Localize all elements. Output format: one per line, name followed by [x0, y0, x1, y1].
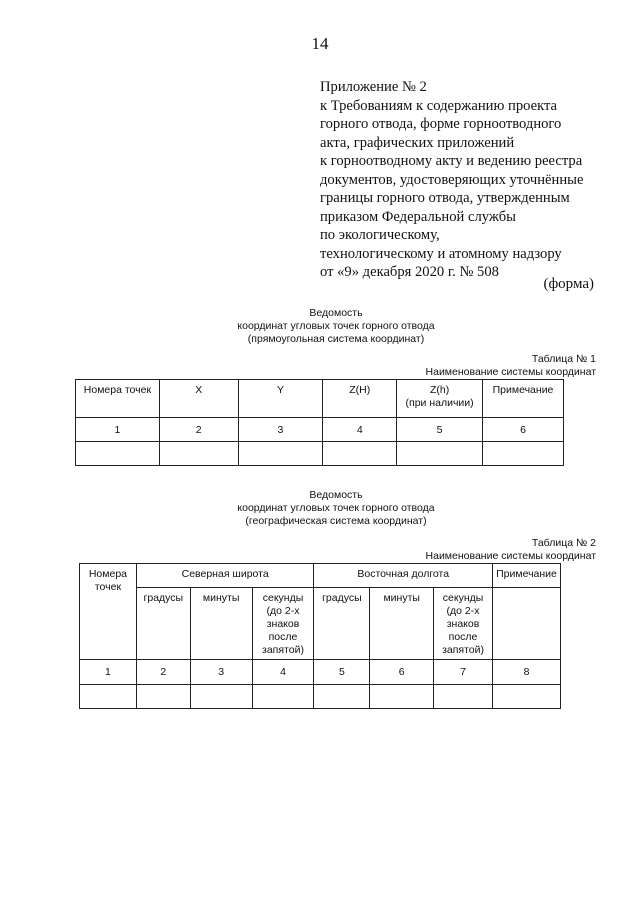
table2-col-number: 3 — [190, 660, 252, 685]
appendix-line: акта, графических приложений — [320, 134, 515, 151]
appendix-line: Приложение № 2 — [320, 79, 427, 95]
table2-title — [0, 489, 640, 528]
table2-title-line: Ведомость — [309, 489, 363, 501]
table2-header-note-blank — [493, 588, 561, 660]
table1-empty-cell — [397, 442, 483, 466]
table2-col-number: 2 — [136, 660, 190, 685]
table1-empty-cell — [159, 442, 238, 466]
table1-col-number: 5 — [397, 418, 483, 442]
table2-header-lat-seconds — [252, 588, 314, 660]
table2-caption-block — [426, 537, 596, 563]
table2-title-line: (географическая система координат) — [245, 515, 427, 527]
table2-col-number: 4 — [252, 660, 314, 685]
table2-empty-cell — [434, 685, 493, 709]
table1-header-zh-note: (при наличии) — [405, 397, 474, 409]
appendix-line: технологическому и атомному надзору — [320, 245, 562, 262]
appendix-line: к Требованиям к содержанию проекта — [320, 97, 557, 114]
page-number: 14 — [311, 34, 329, 53]
table1-header-zh-optional — [397, 380, 483, 418]
appendix-line: от «9» декабря 2020 г. № 508 — [320, 264, 499, 280]
table1-title — [0, 307, 640, 346]
table1-col-number: 1 — [76, 418, 160, 442]
table1-header-points: Номера точек — [76, 380, 160, 418]
table2-header-points — [80, 564, 137, 660]
table2-header-lon-seconds — [434, 588, 493, 660]
table1-caption-block — [426, 353, 596, 379]
appendix-line: горного отвода, форме горноотводного — [320, 116, 562, 132]
table1-col-number: 2 — [159, 418, 238, 442]
table1 — [75, 379, 564, 466]
table1-col-number: 6 — [483, 418, 564, 442]
table1-caption: Таблица № 1 — [531, 353, 596, 365]
table1-header-zh: Z(H) — [323, 380, 397, 418]
table2-empty-cell — [314, 685, 370, 709]
appendix-line: к горноотводному акту и ведению реестра — [320, 153, 583, 169]
table2-empty-cell — [80, 685, 137, 709]
table2-header-lat-seconds-text: секунды (до 2-х знаков после запятой) — [262, 592, 304, 656]
table1-header-zh-small: Z(h) — [429, 384, 450, 396]
table2-caption: Таблица № 2 — [531, 537, 596, 549]
table2 — [79, 563, 561, 709]
table2-empty-cell — [190, 685, 252, 709]
table1-col-number: 4 — [323, 418, 397, 442]
form-label: (форма) — [543, 276, 594, 292]
table2-empty-cell — [370, 685, 434, 709]
appendix-line: документов, удостоверяющих уточнённые — [320, 171, 584, 188]
table1-system-label: Наименование системы координат — [425, 366, 596, 378]
table1-title-line: Ведомость — [309, 307, 363, 319]
table2-header-lat-degrees: градусы — [136, 588, 190, 660]
table2-col-number: 8 — [493, 660, 561, 685]
table1-header-y: Y — [238, 380, 323, 418]
table2-empty-cell — [252, 685, 314, 709]
table1-empty-cell — [76, 442, 160, 466]
table1-title-line: координат угловых точек горного отвода — [237, 320, 435, 332]
table1-header-x: X — [159, 380, 238, 418]
table2-system-label: Наименование системы координат — [425, 550, 596, 562]
table2-header-lon-minutes: минуты — [370, 588, 434, 660]
appendix-line: границы горного отвода, утвержденным — [320, 190, 570, 206]
appendix-heading — [320, 78, 583, 282]
table2-header-longitude: Восточная долгота — [314, 564, 493, 588]
table2-header-latitude: Северная широта — [136, 564, 314, 588]
table2-col-number: 6 — [370, 660, 434, 685]
table1-empty-cell — [323, 442, 397, 466]
table2-empty-cell — [493, 685, 561, 709]
table2-col-number: 5 — [314, 660, 370, 685]
table2-header-lon-degrees: градусы — [314, 588, 370, 660]
table1-empty-cell — [238, 442, 323, 466]
appendix-line: по экологическому, — [320, 227, 440, 243]
table1-empty-cell — [483, 442, 564, 466]
table2-header-note: Примечание — [493, 564, 561, 588]
appendix-line: приказом Федеральной службы — [320, 208, 516, 225]
table1-col-number: 3 — [238, 418, 323, 442]
table2-header-lat-minutes: минуты — [190, 588, 252, 660]
table2-title-line: координат угловых точек горного отвода — [237, 502, 435, 514]
table2-col-number: 1 — [80, 660, 137, 685]
table2-empty-cell — [136, 685, 190, 709]
table2-header-lon-seconds-text: секунды (до 2-х знаков после запятой) — [442, 592, 484, 656]
table1-title-line: (прямоугольная система координат) — [247, 333, 425, 345]
table1-header-note: Примечание — [483, 380, 564, 418]
table2-header-points-text: Номера точек — [88, 568, 128, 593]
table2-col-number: 7 — [434, 660, 493, 685]
